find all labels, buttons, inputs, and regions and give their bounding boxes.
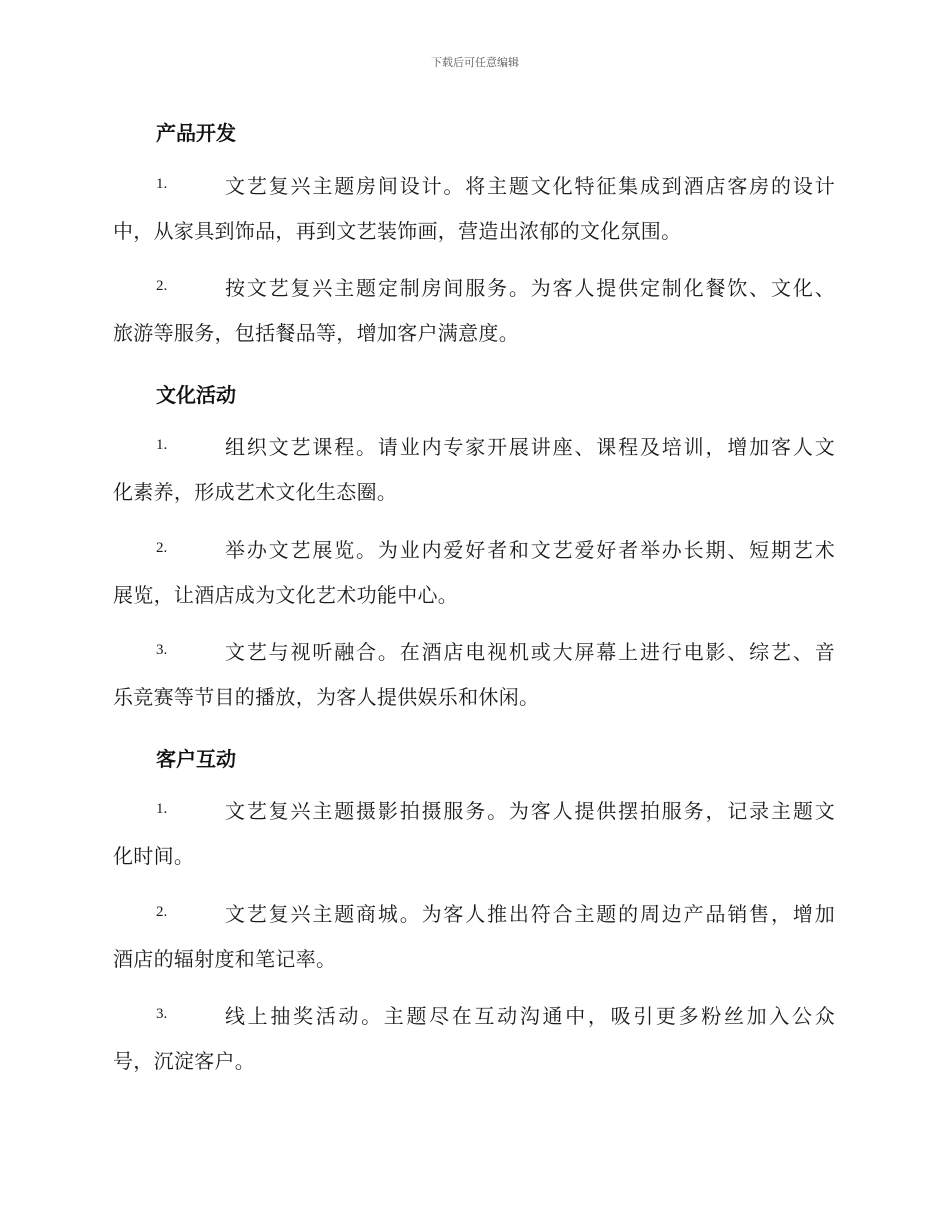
list-item-text-line2: 旅游等服务，包括餐品等，增加客户满意度。 — [113, 321, 519, 345]
list-item-number: 2. — [156, 904, 168, 920]
list-item-text-line1: 举办文艺展览。为业内爱好者和文艺爱好者举办长期、短期艺术 — [225, 538, 835, 562]
list-item — [113, 266, 835, 356]
page-header-note: 下载后可任意编辑 — [431, 56, 519, 69]
list-item-text-line2: 乐竞赛等节目的播放，为客人提供娱乐和休闲。 — [113, 685, 540, 709]
list-item — [113, 630, 835, 720]
list-item — [113, 892, 835, 982]
list-item-text-line1: 文艺与视听融合。在酒店电视机或大屏幕上进行电影、综艺、音 — [225, 640, 835, 664]
list-item-number: 3. — [156, 642, 168, 658]
list-item-text-line2: 酒店的辐射度和笔记率。 — [113, 947, 337, 971]
list-item-text-line2: 号，沉淀客户。 — [113, 1049, 256, 1073]
list-item-text-line1: 组织文艺课程。请业内专家开展讲座、课程及培训，增加客人文 — [225, 435, 835, 459]
list-item-text-line1: 文艺复兴主题摄影拍摄服务。为客人提供摆拍服务，记录主题文 — [225, 799, 835, 823]
list-item-text-line1: 文艺复兴主题房间设计。将主题文化特征集成到酒店客房的设计 — [225, 174, 835, 198]
list-item — [113, 528, 835, 618]
section-heading-customer-interaction: 客户互动 — [156, 747, 236, 771]
list-item-text-line1: 文艺复兴主题商城。为客人推出符合主题的周边产品销售，增加 — [225, 902, 835, 926]
list-item-number: 3. — [156, 1006, 168, 1022]
list-item-text-line2: 化素养，形成艺术文化生态圈。 — [113, 480, 398, 504]
list-item-text-line2: 中，从家具到饰品，再到文艺装饰画，营造出浓郁的文化氛围。 — [113, 219, 682, 243]
section-heading-cultural-activities: 文化活动 — [156, 383, 236, 407]
list-item-number: 1. — [156, 437, 168, 453]
list-item-number: 2. — [156, 540, 168, 556]
list-item — [113, 164, 835, 254]
list-item — [113, 994, 835, 1084]
list-item-text-line2: 展览，让酒店成为文化艺术功能中心。 — [113, 583, 459, 607]
list-item — [113, 789, 835, 879]
list-item-text-line1: 线上抽奖活动。主题尽在互动沟通中，吸引更多粉丝加入公众 — [225, 1004, 835, 1028]
list-item-number: 1. — [156, 801, 168, 817]
list-item-number: 1. — [156, 176, 168, 192]
list-item — [113, 425, 835, 515]
section-heading-product-development: 产品开发 — [156, 121, 236, 145]
list-item-text-line2: 化时间。 — [113, 844, 195, 868]
list-item-text-line1: 按文艺复兴主题定制房间服务。为客人提供定制化餐饮、文化、 — [225, 276, 835, 300]
list-item-number: 2. — [156, 278, 168, 294]
